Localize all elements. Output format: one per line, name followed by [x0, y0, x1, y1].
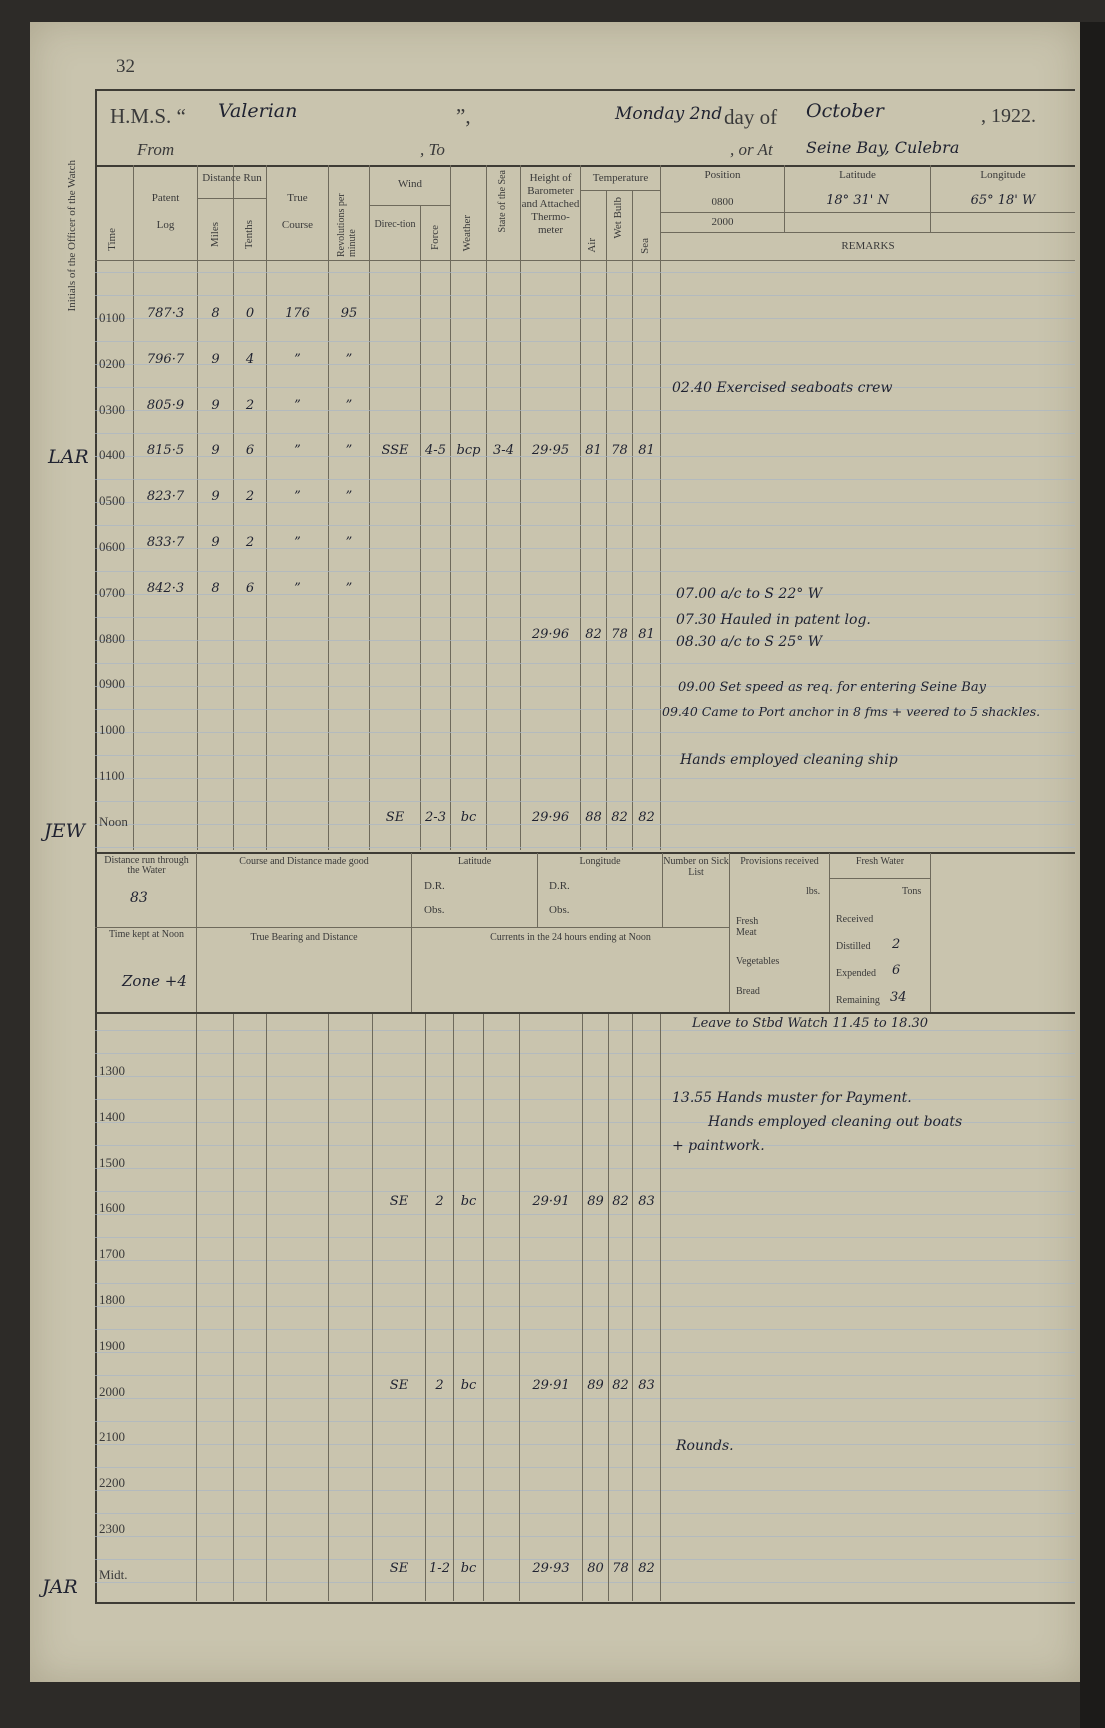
time-label: 2300 [99, 1521, 125, 1536]
col-patent: Patent [151, 192, 180, 204]
revolutions-value: ” [345, 397, 353, 413]
lat-0800: 18° 31' N [826, 193, 889, 208]
tenths-value: 2 [245, 535, 255, 550]
sea-temp: 81 [638, 626, 655, 642]
distilled-value: 2 [892, 937, 901, 952]
ruled-line [95, 295, 1075, 296]
wind-direction: SE [389, 1377, 409, 1393]
ruled-line [95, 663, 1075, 664]
time-label: 1000 [99, 722, 125, 738]
remaining-value: 34 [890, 990, 907, 1005]
time-label: 1400 [99, 1108, 125, 1124]
ruled-line [95, 1260, 1075, 1261]
tons-label: Tons [902, 886, 922, 897]
sick-list-label: Number on Sick List [663, 856, 729, 878]
ruled-line [95, 1490, 1075, 1491]
air-temp: 89 [587, 1377, 604, 1393]
time-label: 2200 [99, 1475, 125, 1491]
remark-line: Leave to Stbd Watch 11.45 to 18.30 [692, 1016, 929, 1031]
page-number: 32 [116, 56, 135, 77]
col-revolutions: Revolutions per minute [336, 193, 358, 257]
time-label: 0600 [99, 539, 125, 554]
ruled-line [95, 571, 1075, 572]
ruled-line [95, 1536, 1075, 1537]
location: Seine Bay, Culebra [806, 138, 960, 157]
course-value: ” [294, 580, 301, 596]
ruled-line [95, 732, 1075, 733]
log-reading: 796·7 [146, 351, 185, 367]
binding-gutter [1080, 22, 1105, 1728]
col-miles: Miles [209, 222, 221, 248]
ruled-line [95, 1329, 1075, 1330]
sea-temp: 82 [638, 1560, 655, 1576]
ruled-line [95, 778, 1075, 779]
tenths-value: 2 [245, 489, 255, 505]
remark-line: Hands employed cleaning out boats [708, 1114, 963, 1130]
miles-value: 9 [211, 489, 220, 505]
time-label: 1300 [99, 1063, 125, 1078]
miles-value: 9 [211, 397, 220, 413]
time-kept-label: Time kept at Noon [109, 929, 184, 940]
wet-bulb-temp: 78 [611, 626, 628, 642]
time-label: 2100 [99, 1429, 125, 1445]
to-label: , To [420, 140, 445, 159]
col-longitude: Longitude [980, 169, 1026, 181]
course-value: ” [294, 443, 301, 459]
wind-force: 2 [435, 1377, 444, 1393]
revolutions-value: ” [345, 351, 353, 367]
tenths-value: 0 [245, 306, 255, 321]
wind-direction: SE [385, 809, 405, 825]
wind-force: 2 [435, 1194, 444, 1210]
wind-force: 4-5 [425, 443, 446, 459]
revolutions-value: ” [345, 535, 353, 550]
lon-0800: 65° 18' W [970, 193, 1036, 208]
barometer-value: 29·93 [532, 1560, 570, 1576]
remark-line: 02.40 Exercised seaboats crew [672, 380, 893, 396]
distilled-label: Distilled [836, 941, 871, 952]
sea-temp: 81 [638, 443, 655, 459]
time-label: 1600 [99, 1200, 125, 1216]
sea-temp: 83 [638, 1377, 655, 1393]
time-label: 0700 [99, 584, 125, 600]
wet-bulb-temp: 82 [612, 1194, 629, 1210]
tenths-value: 6 [245, 443, 255, 459]
col-state-of-sea: State of the Sea [497, 170, 508, 233]
year: , 1922. [981, 105, 1036, 127]
weather-code: bc [460, 809, 477, 825]
time-label: Noon [99, 813, 128, 829]
col-course: Course [281, 219, 314, 231]
distance-run-label: Distance run through the Water [104, 855, 189, 876]
ruled-line [95, 272, 1075, 273]
month: October [806, 100, 884, 122]
ruled-line [95, 847, 1075, 848]
bread-label: Bread [736, 986, 760, 997]
received-label: Received [836, 914, 874, 925]
lat-dr-label: D.R. [424, 880, 445, 892]
revolutions-value: 95 [340, 306, 358, 321]
time-label: 2000 [99, 1383, 125, 1399]
officer-initials: JAR [42, 1576, 78, 1598]
time-label: 1500 [99, 1154, 125, 1170]
weekday-date: Monday 2nd [615, 104, 723, 124]
sea-temp: 82 [638, 809, 655, 825]
col-log: Log [156, 219, 175, 231]
time-kept-value: Zone +4 [122, 972, 187, 990]
col-remarks: REMARKS [841, 240, 895, 252]
vegetables-label: Vegetables [736, 956, 780, 967]
col-tenths: Tenths [243, 220, 255, 250]
col-force: Force [429, 225, 441, 251]
pos-0800: 0800 [711, 196, 734, 208]
remark-line: 09.40 Came to Port anchor in 8 fms + veered to 5 shackles. [662, 704, 1041, 719]
ruled-line [95, 1582, 1075, 1583]
ruled-line [95, 617, 1075, 618]
col-air: Air [586, 238, 598, 253]
tenths-value: 4 [245, 351, 255, 367]
barometer-value: 29·91 [532, 1377, 570, 1393]
ruled-line [95, 755, 1075, 756]
hms-prefix: H.M.S. “ [110, 104, 186, 128]
col-sea: Sea [639, 238, 651, 254]
ruled-line [95, 479, 1075, 480]
side-label: Initials of the Officer of the Watch [66, 160, 78, 312]
air-temp: 89 [587, 1194, 604, 1210]
wind-force: 2-3 [425, 809, 446, 825]
course-value: ” [294, 535, 301, 550]
ruled-line [95, 1283, 1075, 1284]
lbs-label: lbs. [806, 886, 821, 897]
time-label: 1900 [99, 1337, 125, 1353]
ruled-line [95, 1467, 1075, 1468]
miles-value: 9 [211, 535, 220, 550]
wind-direction: SE [389, 1194, 409, 1210]
time-label: 0200 [99, 355, 125, 371]
weather-code: bcp [456, 443, 481, 459]
miles-value: 8 [211, 580, 220, 596]
log-reading: 842·3 [146, 580, 185, 596]
revolutions-value: ” [345, 443, 353, 459]
weather-code: bc [460, 1377, 477, 1393]
miles-value: 9 [211, 443, 220, 459]
ruled-line [95, 1168, 1075, 1169]
log-reading: 805·9 [146, 397, 185, 413]
time-label: 0500 [99, 493, 125, 509]
ship-name: Valerian [218, 100, 298, 122]
ruled-line [95, 1306, 1075, 1307]
time-label: 0900 [99, 676, 125, 692]
ruled-line [95, 433, 1075, 434]
expended-value: 6 [892, 963, 901, 978]
wind-force: 1-2 [429, 1560, 450, 1576]
air-temp: 80 [587, 1560, 604, 1576]
revolutions-value: ” [345, 580, 353, 596]
revolutions-value: ” [345, 489, 353, 505]
bearing-label: True Bearing and Distance [250, 932, 358, 943]
ruled-line [95, 1421, 1075, 1422]
ruled-line [95, 1145, 1075, 1146]
ruled-line [95, 801, 1075, 802]
remark-line: + paintwork. [672, 1138, 765, 1154]
log-reading: 823·7 [146, 489, 185, 505]
ruled-line [95, 1398, 1075, 1399]
course-value: 176 [285, 306, 310, 321]
ruled-line [95, 341, 1075, 342]
time-label: 0400 [99, 447, 125, 463]
barometer-value: 29·96 [531, 626, 570, 642]
tenths-value: 6 [245, 580, 255, 596]
or-at-label: , or At [730, 140, 773, 159]
expended-label: Expended [836, 968, 876, 979]
remark-line: Hands employed cleaning ship [680, 752, 898, 768]
tenths-value: 2 [245, 397, 255, 413]
noon-longitude-label: Longitude [579, 856, 621, 867]
ruled-line [95, 1076, 1075, 1077]
log-reading: 833·7 [146, 535, 185, 550]
col-distance-run: Distance Run [202, 172, 262, 184]
col-position: Position [704, 169, 741, 181]
col-direction: Direc-tion [374, 219, 416, 230]
remark-line: 07.30 Hauled in patent log. [676, 612, 871, 628]
air-temp: 81 [585, 443, 602, 459]
miles-value: 8 [211, 306, 220, 321]
distance-run-value: 83 [130, 890, 148, 906]
col-latitude: Latitude [839, 169, 876, 181]
col-wet-bulb: Wet Bulb [612, 197, 624, 239]
remaining-label: Remaining [836, 995, 880, 1006]
time-label: 0800 [99, 630, 125, 646]
lat-obs-label: Obs. [424, 904, 445, 916]
close-quote: ”, [456, 104, 471, 128]
time-label: 1100 [99, 768, 125, 783]
course-value: ” [294, 489, 301, 505]
log-reading: 787·3 [146, 306, 185, 321]
remark-line: Rounds. [676, 1438, 734, 1454]
time-label: Midt. [99, 1566, 128, 1582]
ruled-line [95, 1444, 1075, 1445]
weather-code: bc [460, 1560, 477, 1576]
ruled-line [95, 387, 1075, 388]
day-of-label: day of [724, 105, 778, 129]
fresh-meat-label: Fresh Meat [736, 916, 759, 938]
ruled-line [95, 525, 1075, 526]
ruled-line [95, 1513, 1075, 1514]
noon-latitude-label: Latitude [457, 856, 492, 867]
air-temp: 82 [585, 626, 602, 642]
wet-bulb-temp: 78 [612, 1560, 629, 1576]
col-temperature: Temperature [592, 172, 649, 184]
remark-line: 07.00 a/c to S 22° W [676, 586, 823, 602]
provisions-label: Provisions received [740, 856, 819, 867]
weather-code: bc [460, 1194, 477, 1210]
wind-direction: SE [389, 1560, 409, 1576]
time-label: 0300 [99, 401, 125, 417]
pos-2000: 2000 [711, 216, 734, 228]
remark-line: 09.00 Set speed as req. for entering Seine Bay [678, 680, 986, 695]
barometer-value: 29·96 [531, 809, 570, 825]
col-wind: Wind [398, 178, 422, 190]
log-reading: 815·5 [146, 443, 185, 459]
ruled-line [95, 1237, 1075, 1238]
officer-initials: JEW [44, 820, 86, 842]
fresh-water-label: Fresh Water [855, 856, 905, 867]
wet-bulb-temp: 82 [612, 1377, 629, 1393]
time-label: 0100 [99, 310, 125, 325]
ruled-line [95, 1053, 1075, 1054]
course-value: ” [294, 351, 301, 367]
col-barometer: Height of Barometer and Attached Thermo-meter [521, 172, 580, 236]
col-true: True [287, 192, 308, 204]
course-made-good-label: Course and Distance made good [239, 856, 369, 867]
col-time: Time [106, 228, 118, 251]
time-label: 1700 [99, 1246, 125, 1262]
wet-bulb-temp: 82 [611, 809, 628, 825]
miles-value: 9 [211, 351, 220, 367]
col-weather: Weather [461, 215, 473, 252]
officer-initials: LAR [48, 446, 89, 468]
ruled-line [95, 1099, 1075, 1100]
course-value: ” [294, 397, 301, 413]
ruled-line [95, 1191, 1075, 1192]
barometer-value: 29·91 [532, 1194, 570, 1210]
time-label: 1800 [99, 1292, 125, 1307]
sea-temp: 83 [638, 1194, 655, 1210]
remark-line: 13.55 Hands muster for Payment. [672, 1090, 912, 1106]
lon-dr-label: D.R. [549, 880, 570, 892]
currents-label: Currents in the 24 hours ending at Noon [490, 932, 651, 943]
from-label: From [137, 140, 175, 159]
ruled-line [95, 1214, 1075, 1215]
wind-direction: SSE [381, 443, 409, 459]
ruled-line [95, 1375, 1075, 1376]
lon-obs-label: Obs. [549, 904, 570, 916]
remark-line: 08.30 a/c to S 25° W [676, 634, 823, 650]
wet-bulb-temp: 78 [611, 443, 628, 459]
barometer-value: 29·95 [531, 443, 570, 459]
sea-state: 3-4 [493, 443, 514, 459]
air-temp: 88 [585, 809, 602, 825]
ruled-line [95, 1352, 1075, 1353]
